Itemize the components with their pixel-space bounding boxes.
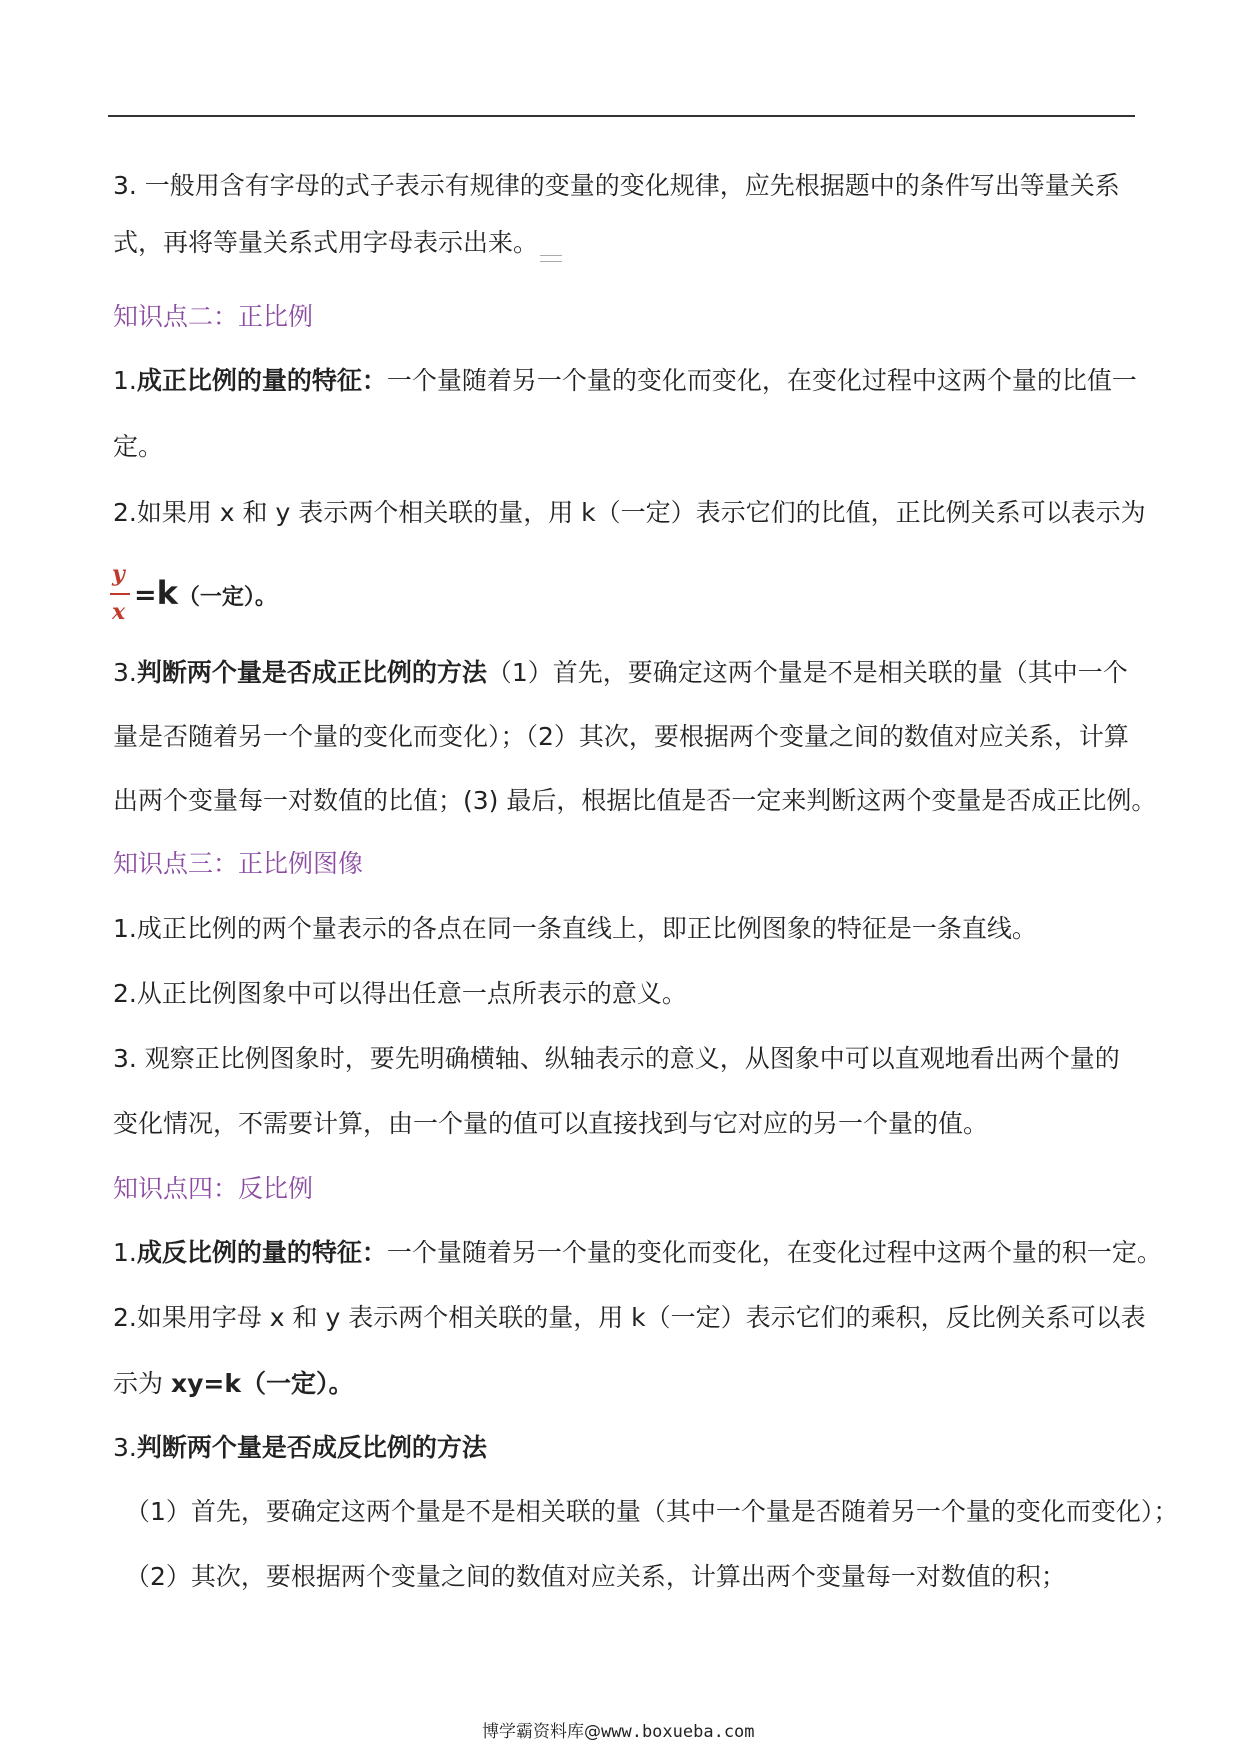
- header-rule: [108, 115, 1135, 117]
- paragraph-line: 3. 一般用含有字母的式子表示有规律的变量的变化规律，应先根据题中的条件写出等量关系: [113, 171, 1120, 200]
- page-footer: [482, 1720, 755, 1744]
- paragraph-line: 出两个变量每一对数值的比值；(3) 最后，根据比值是否一定来判断这两个变量是否成正比例。: [113, 786, 1157, 815]
- paragraph-line: 3.判断两个量是否成反比例的方法: [113, 1433, 487, 1462]
- paragraph-line: 3. 观察正比例图象时，要先明确横轴、纵轴表示的意义，从图象中可以直观地看出两个量的: [113, 1044, 1120, 1073]
- small-mark: [540, 255, 562, 262]
- fraction-numerator: y: [112, 561, 125, 587]
- paragraph-line: 量是否随着另一个量的变化而变化）；（2）其次，要根据两个变量之间的数值对应关系，计算: [113, 722, 1129, 751]
- paragraph-line: 2.如果用字母 x 和 y 表示两个相关联的量，用 k（一定）表示它们的乘积，反比例关系可以表: [113, 1303, 1146, 1332]
- paragraph-line: 2.如果用 x 和 y 表示两个相关联的量，用 k（一定）表示它们的比值，正比例关系可以表示为: [113, 498, 1146, 527]
- formula-tail: =k（一定）。: [134, 574, 277, 612]
- footer-url[interactable]: www.boxueba.com: [601, 1722, 755, 1742]
- section-heading-proportion-graph: 知识点三：正比例图像: [113, 849, 364, 878]
- section-heading-direct-proportion: 知识点二：正比例: [113, 302, 314, 331]
- list-item: （1）首先，要确定这两个量是不是相关联的量（其中一个量是否随着另一个量的变化而变化）；: [125, 1497, 1179, 1526]
- paragraph-line: 示为 xy=k（一定）。: [113, 1369, 354, 1398]
- fraction-denominator: x: [112, 599, 126, 625]
- paragraph-line: 1.成正比例的两个量表示的各点在同一条直线上，即正比例图象的特征是一条直线。: [113, 914, 1037, 943]
- list-item: （2）其次，要根据两个变量之间的数值对应关系，计算出两个变量每一对数值的积；: [125, 1562, 1066, 1591]
- paragraph-line: 1.成正比例的量的特征：一个量随着另一个量的变化而变化，在变化过程中这两个量的比值一: [113, 366, 1137, 395]
- section-heading-inverse-proportion: 知识点四：反比例: [113, 1174, 314, 1203]
- paragraph-line: 式，再将等量关系式用字母表示出来。: [113, 228, 539, 257]
- paragraph-line: 变化情况，不需要计算，由一个量的值可以直接找到与它对应的另一个量的值。: [113, 1109, 989, 1138]
- paragraph-line: 2.从正比例图象中可以得出任意一点所表示的意义。: [113, 979, 687, 1008]
- fraction-bar: [110, 593, 130, 595]
- paragraph-line: 3.判断两个量是否成正比例的方法（1）首先，要确定这两个量是不是相关联的量（其中一个: [113, 658, 1128, 687]
- paragraph-line: 1.成反比例的量的特征：一个量随着另一个量的变化而变化，在变化过程中这两个量的积一定。: [113, 1238, 1162, 1267]
- fraction-y-over-x: [110, 562, 132, 626]
- paragraph-line: 定。: [113, 432, 164, 461]
- footer-brand: 博学霸资料库@: [482, 1722, 601, 1742]
